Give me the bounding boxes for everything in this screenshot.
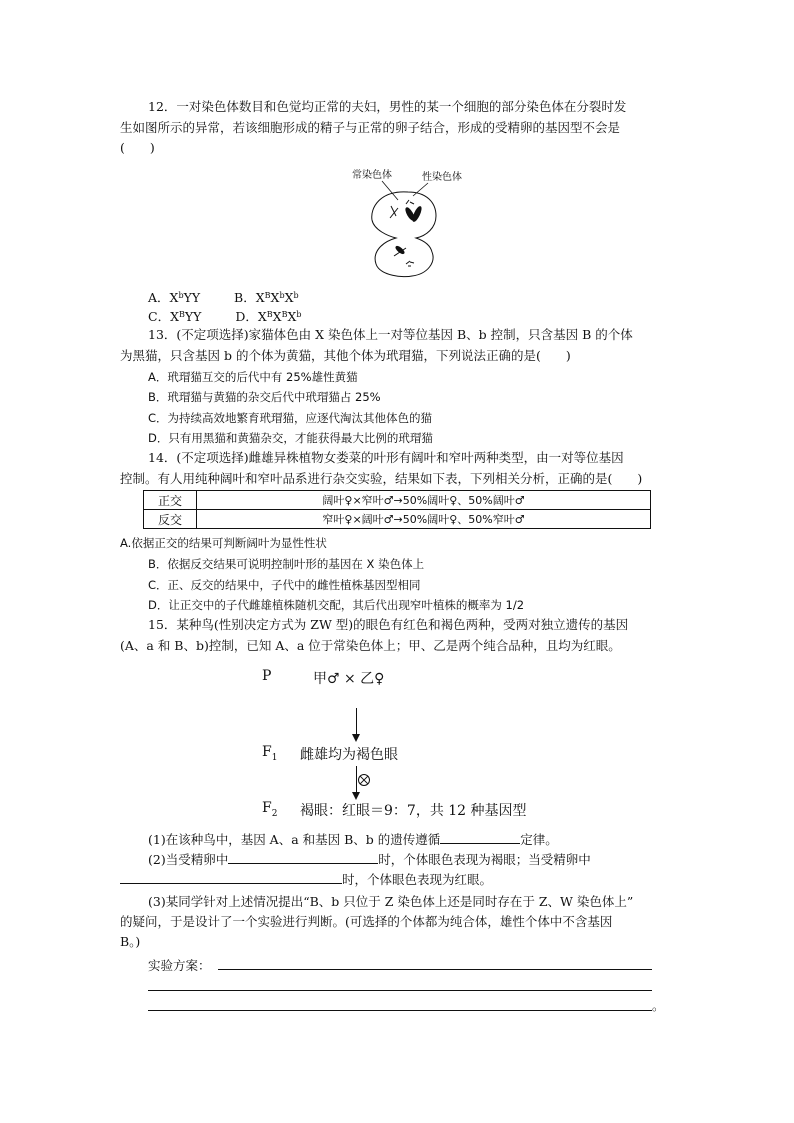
table-cell-result: 阔叶♀×窄叶♂→50%阔叶♀、50%阔叶♂ (197, 491, 651, 510)
f2-label: $F_2$ (262, 800, 278, 819)
q14-stem-line2: 控制。有人用纯种阔叶和窄叶品系进行杂交实验，结果如下表，下列相关分析，正确的是( ) (120, 471, 643, 486)
arrow-head-icon (352, 734, 360, 742)
table-cell-cross: 正交 (144, 491, 197, 510)
parent-cross: 甲♂ × 乙♀ (313, 671, 385, 687)
end-period: 。 (652, 998, 665, 1013)
answer-line-3[interactable] (148, 1010, 652, 1011)
q13-option-c[interactable]: C．为持续高效地繁育玳瑁猫，应逐代淘汰其他体色的猫 (148, 411, 433, 425)
q15-stem-line1: 15．某种鸟(性别决定方式为 ZW 型)的眼色有红色和褐色两种，受两对独立遗传的基因 (148, 617, 629, 632)
autosome-label: 常染色体 (352, 170, 392, 181)
q13-option-d[interactable]: D．只有用黑猫和黄猫杂交，才能获得最大比例的玳瑁猫 (148, 431, 433, 445)
q13-stem-line1: 13．(不定项选择)家猫体色由 X 染色体上一对等位基因 B、b 控制，只含基因 B 的个体 (148, 327, 633, 342)
q12-options-row2 (148, 306, 301, 326)
q15-sub1: (1)在该种鸟中，基因 A、a 和基因 B、b 的遗传遵循 定律。 (148, 832, 558, 847)
q12-answer-paren: ( ) (120, 140, 155, 155)
q12-option-c[interactable]: C．$X^BYY$ (148, 309, 202, 324)
table-row (144, 510, 651, 529)
q14-option-d[interactable]: D．让正交中的子代雌雄植株随机交配，其后代出现窄叶植株的概率为 1/2 (148, 598, 525, 612)
q15-stem-line2: (A、a 和 B、b)控制，已知 A、a 位于常染色体上；甲、乙是两个纯合品种，且均为红眼。 (120, 638, 621, 653)
q12-stem-line1: 12．一对染色体数目和色觉均正常的夫妇，男性的某一个细胞的部分染色体在分裂时发 (148, 99, 627, 114)
q15-sub3-line3: B。) (120, 934, 141, 949)
table-cell-result: 窄叶♀×阔叶♂→50%阔叶♀、50%窄叶♂ (197, 510, 651, 529)
q15-sub3-line2: 的疑问，于是设计了一个实验进行判断。(可选择的个体都为纯合体，雄性个体中不含基因 (120, 914, 613, 929)
self-cross-icon (357, 773, 371, 787)
f2-result: 褐眼：红眼＝9：7，共 12 种基因型 (300, 803, 527, 819)
q12-option-d[interactable]: D．$X^BX^BX^b$ (235, 309, 302, 324)
parent-generation-label: P (262, 668, 272, 684)
arrow-head-icon (352, 792, 360, 800)
q14-stem-line1: 14．(不定项选择)雌雄异株植物女娄菜的叶形有阔叶和窄叶两种类型，由一对等位基因 (148, 450, 624, 465)
q13-stem-line2: 为黑猫，只含基因 b 的个体为黄猫，其他个体为玳瑁猫，下列说法正确的是( ) (120, 348, 571, 363)
q12-stem-line2: 生如图所示的异常，若该细胞形成的精子与正常的卵子结合，形成的受精卵的基因型不会是 (120, 120, 621, 135)
answer-blank-3[interactable] (120, 871, 342, 884)
f1-label: $F_1$ (262, 744, 278, 763)
q14-option-b[interactable]: B．依据反交结果可说明控制叶形的基因在 X 染色体上 (148, 557, 425, 571)
q15-sub2-line2: 时，个体眼色表现为红眼。 (120, 871, 492, 889)
answer-blank-1[interactable] (440, 831, 520, 844)
f1-phenotype: 雌雄均为褐色眼 (300, 747, 398, 763)
q14-option-a[interactable]: A.依据正交的结果可判断阔叶为显性性状 (120, 536, 327, 550)
dividing-cell-figure (350, 168, 470, 278)
q15-sub2-line1: (2)当受精卵中 时，个体眼色表现为褐眼；当受精卵中 (148, 852, 591, 867)
table-cell-cross: 反交 (144, 510, 197, 529)
answer-blank-2[interactable] (228, 851, 378, 864)
answer-line-1[interactable] (218, 969, 652, 970)
experiment-plan-label: 实验方案： (148, 958, 211, 973)
q14-option-c[interactable]: C．正、反交的结果中，子代中的雌性植株基因型相同 (148, 578, 421, 592)
q12-option-a[interactable]: A．$X^bYY$ (148, 290, 201, 305)
q13-option-b[interactable]: B．玳瑁猫与黄猫的杂交后代中玳瑁猫占 25% (148, 390, 381, 404)
sex-chromosome-label: 性染色体 (422, 172, 462, 183)
q13-option-a[interactable]: A．玳瑁猫互交的后代中有 25%雄性黄猫 (148, 370, 358, 384)
q15-sub3-line1: (3)某同学针对上述情况提出“B、b 只位于 Z 染色体上还是同时存在于 Z、W 染色体上” (148, 894, 634, 909)
q12-options-row1 (148, 287, 299, 307)
q12-option-b[interactable]: B．$X^BX^bX^b$ (234, 290, 299, 305)
answer-line-2[interactable] (148, 990, 652, 991)
cross-result-table (143, 490, 651, 529)
arrow-p-to-f1 (356, 708, 357, 736)
table-row (144, 491, 651, 510)
